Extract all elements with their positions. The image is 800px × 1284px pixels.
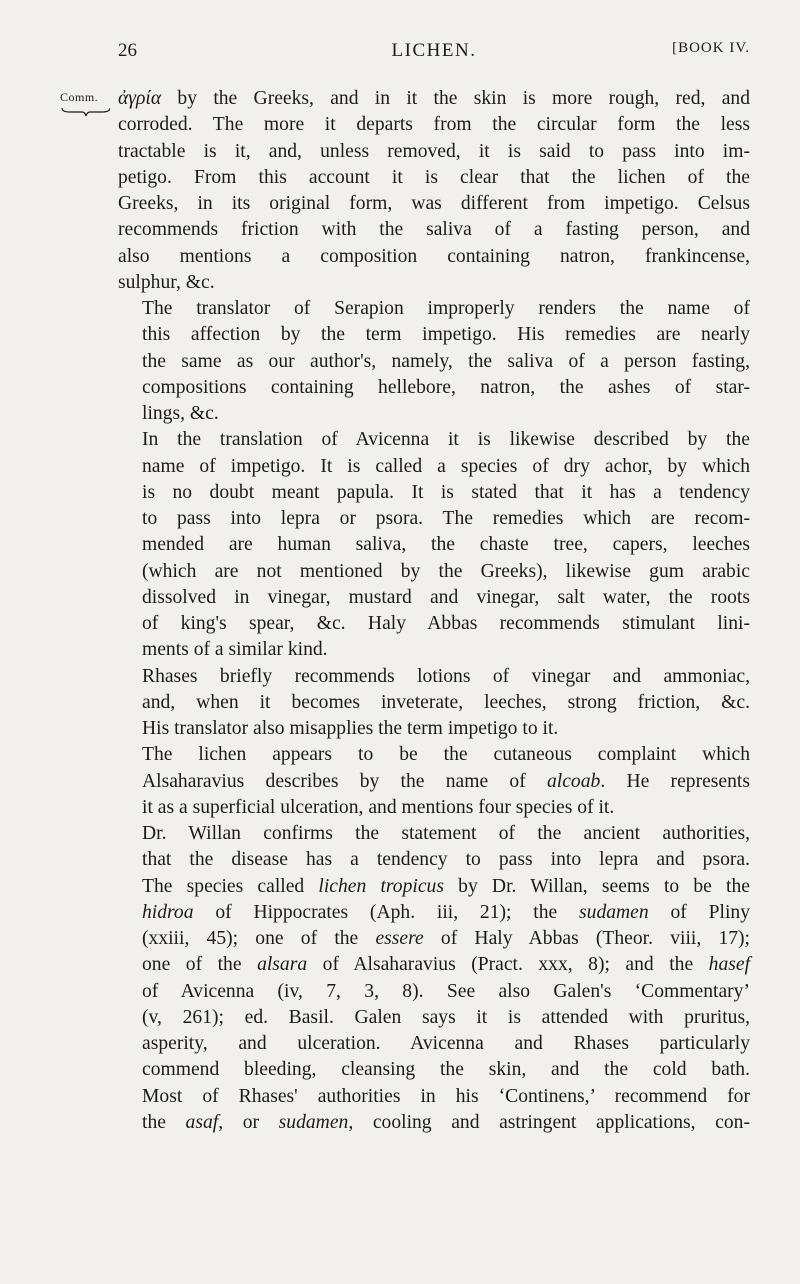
text-line: Dr. Willan confirms the statement of the ancient authorities, bbox=[142, 823, 750, 844]
running-header bbox=[118, 40, 750, 70]
italic-term: ἀγρία bbox=[118, 88, 162, 109]
text-line: (xxiii, 45); one of the essere of Haly Abbas (Theor. viii, 17); bbox=[142, 928, 750, 949]
italic-term: lichen tropicus bbox=[318, 875, 444, 897]
italic-term: sudamen bbox=[579, 901, 649, 923]
text-line: compositions containing hellebore, natron, the ashes of star- bbox=[142, 376, 750, 398]
text-line: His translator also misapplies the term impetigo to it. bbox=[142, 718, 559, 739]
text-line: to pass into lepra or psora. The remedies which are recom- bbox=[142, 508, 750, 529]
text-line: (which are not mentioned by the Greeks), likewise gum arabic bbox=[142, 560, 750, 582]
text-line: name of impetigo. It is called a species of dry achor, by which bbox=[142, 455, 750, 477]
text-line: ἀγρία by the Greeks, and in it the skin is more rough, red, and bbox=[118, 88, 750, 109]
paragraph bbox=[118, 664, 750, 743]
text-line: (v, 261); ed. Basil. Galen says it is attended with pruritus, bbox=[142, 1006, 750, 1028]
italic-term: essere bbox=[375, 928, 424, 949]
margin-brace-icon bbox=[60, 106, 110, 118]
text-line: tractable is it, and, unless removed, it is said to pass into im- bbox=[118, 140, 750, 162]
paragraph bbox=[118, 742, 750, 821]
italic-term: alcoab bbox=[546, 770, 601, 792]
text-line: it as a superficial ulceration, and mentions four species of it. bbox=[142, 796, 615, 818]
text-line: sulphur, &c. bbox=[118, 271, 215, 293]
text-line: Rhases briefly recommends lotions of vinegar and ammoniac, bbox=[142, 665, 750, 687]
text-line: The translator of Serapion improperly renders the name of bbox=[142, 298, 750, 319]
text-line: asperity, and ulceration. Avicenna and Rhases particularly bbox=[142, 1033, 750, 1054]
text-line: of Avicenna (iv, 7, 3, 8). See also Galen's ‘Commentary’ bbox=[142, 980, 750, 1002]
italic-term: hidroa bbox=[142, 901, 194, 923]
text-line: the asaf, or sudamen, cooling and astringent applications, con- bbox=[142, 1111, 750, 1133]
text-line: that the disease has a tendency to pass into lepra and psora. bbox=[142, 849, 750, 871]
margin-note bbox=[60, 90, 116, 118]
text-line: corroded. The more it departs from the circular form the less bbox=[118, 114, 750, 136]
text-line: commend bleeding, cleansing the skin, and the cold bath. bbox=[142, 1059, 750, 1081]
text-line: petigo. From this account it is clear that the lichen of the bbox=[118, 166, 750, 188]
text-line: recommends friction with the saliva of a fasting person, and bbox=[118, 219, 750, 241]
text-line: Most of Rhases' authorities in his ‘Continens,’ recommend for bbox=[142, 1085, 750, 1107]
text-line: the same as our author's, namely, the saliva of a person fasting, bbox=[142, 350, 750, 372]
text-line: and, when it becomes inveterate, leeches, strong friction, &c. bbox=[142, 691, 750, 713]
text-line: Alsaharavius describes by the name of alcoab. He represents bbox=[142, 770, 750, 792]
text-line: of king's spear, &c. Haly Abbas recommends stimulant lini- bbox=[142, 613, 750, 634]
text-line: Greeks, in its original form, was different from impetigo. Celsus bbox=[118, 193, 750, 214]
italic-term: alsara bbox=[257, 954, 308, 976]
text-line: also mentions a composition containing natron, frankincense, bbox=[118, 245, 750, 267]
text-line: ments of a similar kind. bbox=[142, 639, 328, 661]
text-line: is no doubt meant papula. It is stated that it has a tendency bbox=[142, 481, 750, 503]
text-line: The species called lichen tropicus by Dr. Willan, seems to be the bbox=[142, 875, 750, 897]
running-title: LICHEN. bbox=[391, 40, 477, 61]
italic-term: hasef bbox=[708, 954, 751, 976]
text-line: mended are human saliva, the chaste tree, capers, leeches bbox=[142, 534, 750, 556]
paragraph bbox=[118, 427, 750, 663]
paragraph bbox=[118, 296, 750, 427]
book-label: [BOOK IV. bbox=[672, 40, 750, 56]
page-number: 26 bbox=[118, 40, 137, 61]
body-text bbox=[118, 86, 750, 1136]
paragraph bbox=[118, 86, 750, 296]
text-line: In the translation of Avicenna it is likewise described by the bbox=[142, 429, 750, 451]
text-line: lings, &c. bbox=[142, 403, 219, 424]
italic-term: sudamen bbox=[278, 1111, 349, 1133]
margin-note-text: Comm. bbox=[60, 90, 99, 104]
text-line: The lichen appears to be the cutaneous complaint which bbox=[142, 744, 750, 766]
text-line: this affection by the term impetigo. His remedies are nearly bbox=[142, 324, 750, 346]
paragraph bbox=[118, 821, 750, 1136]
text-line: dissolved in vinegar, mustard and vinegar, salt water, the roots bbox=[142, 586, 750, 608]
italic-term: asaf bbox=[185, 1111, 219, 1133]
text-line: hidroa of Hippocrates (Aph. iii, 21); the sudamen of Pliny bbox=[142, 901, 750, 923]
text-line: one of the alsara of Alsaharavius (Pract. xxx, 8); and the hasef bbox=[142, 954, 751, 976]
